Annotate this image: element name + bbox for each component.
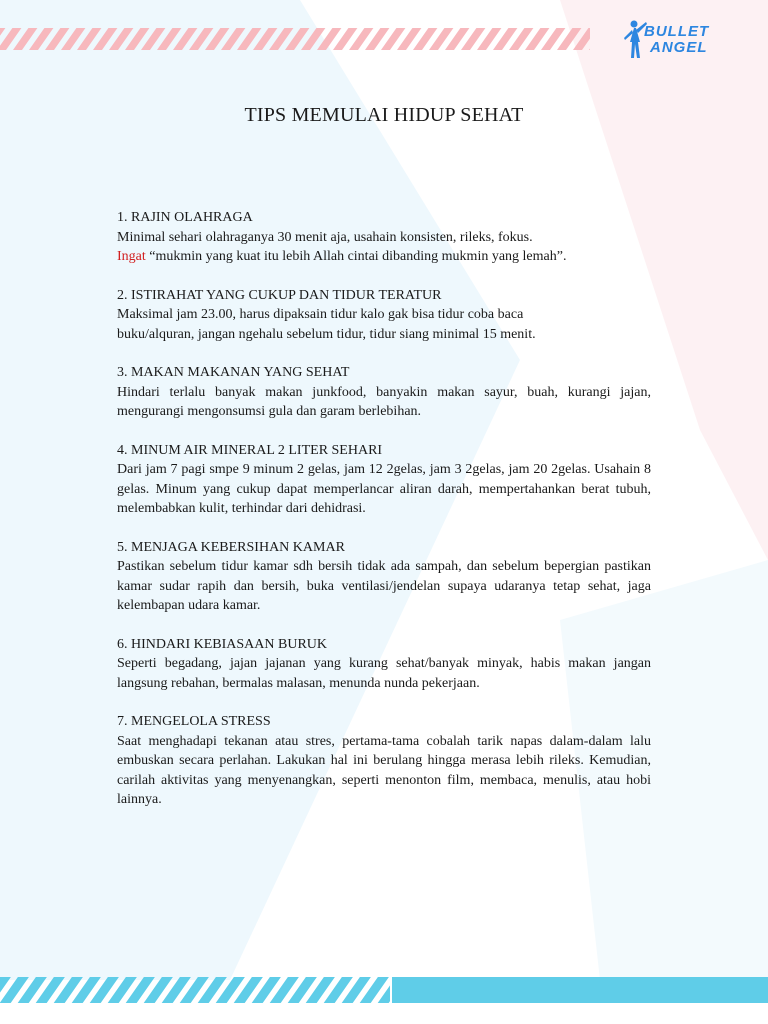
bullet-angel-logo xyxy=(622,18,734,62)
top-stripes xyxy=(0,28,590,50)
section-body xyxy=(117,305,651,344)
section-heading: 5. MENJAGA KEBERSIHAN KAMAR xyxy=(117,539,345,555)
section-heading: 3. MAKAN MAKANAN YANG SEHAT xyxy=(117,365,350,380)
page-title: TIPS MEMULAI HIDUP SEHAT xyxy=(244,104,524,126)
section-5 xyxy=(117,538,651,616)
tips-content xyxy=(117,208,651,829)
section-1 xyxy=(117,208,651,267)
section-6 xyxy=(117,635,651,694)
section-7 xyxy=(117,712,651,810)
section-body: Dari jam 7 pagi smpe 9 minum 2 gelas, jam 12 2gelas, jam 3 2gelas, jam 20 2gelas. Usahain 8 gelas. Minum yang cukup dapat memperlancar aliran darah, mempertahankan berat tubuh, melembabkan kulit, terhindar dari dehidrasi. xyxy=(117,462,651,516)
section-body: Seperti begadang, jajan jajanan yang kurang sehat/banyak minyak, habis makan jangan langsung rebahan, bermalas malasan, menunda nunda pekerjaan. xyxy=(117,656,651,691)
section-2 xyxy=(117,286,651,345)
section-heading: 1. RAJIN OLAHRAGA xyxy=(117,210,253,225)
section-heading: 4. MINUM AIR MINERAL 2 LITER SEHARI xyxy=(117,442,383,458)
bottom-stripes xyxy=(0,977,390,1003)
section-body: Saat menghadapi tekanan atau stres, pertama-tama cobalah tarik napas dalam-dalam lalu embuskan secara perlahan. Lakukan hal ini berulang hingga merasa lebih rileks. Kemudian, carilah aktivitas yang menyenangkan, seperti menonton film, membaca, menulis, atau hobi lainnya. xyxy=(117,733,651,807)
section-body-line: Maksimal jam 23.00, harus dipaksain tidur kalo gak bisa tidur coba baca xyxy=(117,307,524,322)
section-3 xyxy=(117,363,651,422)
section-body: Pastikan sebelum tidur kamar sdh bersih tidak ada sampah, dan sebelum bepergian pastikan kamar sudar rapih dan bersih, buka ventilasi/jendelan supaya udaranya tetap sehat, jaga kelembapan udara kamar. xyxy=(117,559,651,613)
section-body: Hindari terlalu banyak makan junkfood, banyakin makan sayur, buah, kurangi jajan, mengurangi mengonsumsi gula dan garam berlebihan. xyxy=(117,384,651,419)
section-body: Minimal sehari olahraganya 30 menit aja, usahain konsisten, rileks, fokus. xyxy=(117,229,533,245)
section-note xyxy=(117,247,651,267)
logo-text-line2: ANGEL xyxy=(650,39,708,56)
section-body-line: buku/alquran, jangan ngehalu sebelum tidur, tidur siang minimal 15 menit. xyxy=(117,326,536,342)
section-heading: 6. HINDARI KEBIASAAN BURUK xyxy=(117,636,327,652)
section-heading: 2. ISTIRAHAT YANG CUKUP DAN TIDUR TERATUR xyxy=(117,287,442,303)
note-text: “mukmin yang kuat itu lebih Allah cintai dibanding mukmin yang lemah”. xyxy=(145,249,567,264)
section-4 xyxy=(117,441,651,519)
note-label: Ingat xyxy=(117,249,146,264)
section-heading: 7. MENGELOLA STRESS xyxy=(117,714,271,729)
bottom-solid-bar xyxy=(392,977,768,1003)
logo-text-line1: BULLET xyxy=(644,23,710,40)
